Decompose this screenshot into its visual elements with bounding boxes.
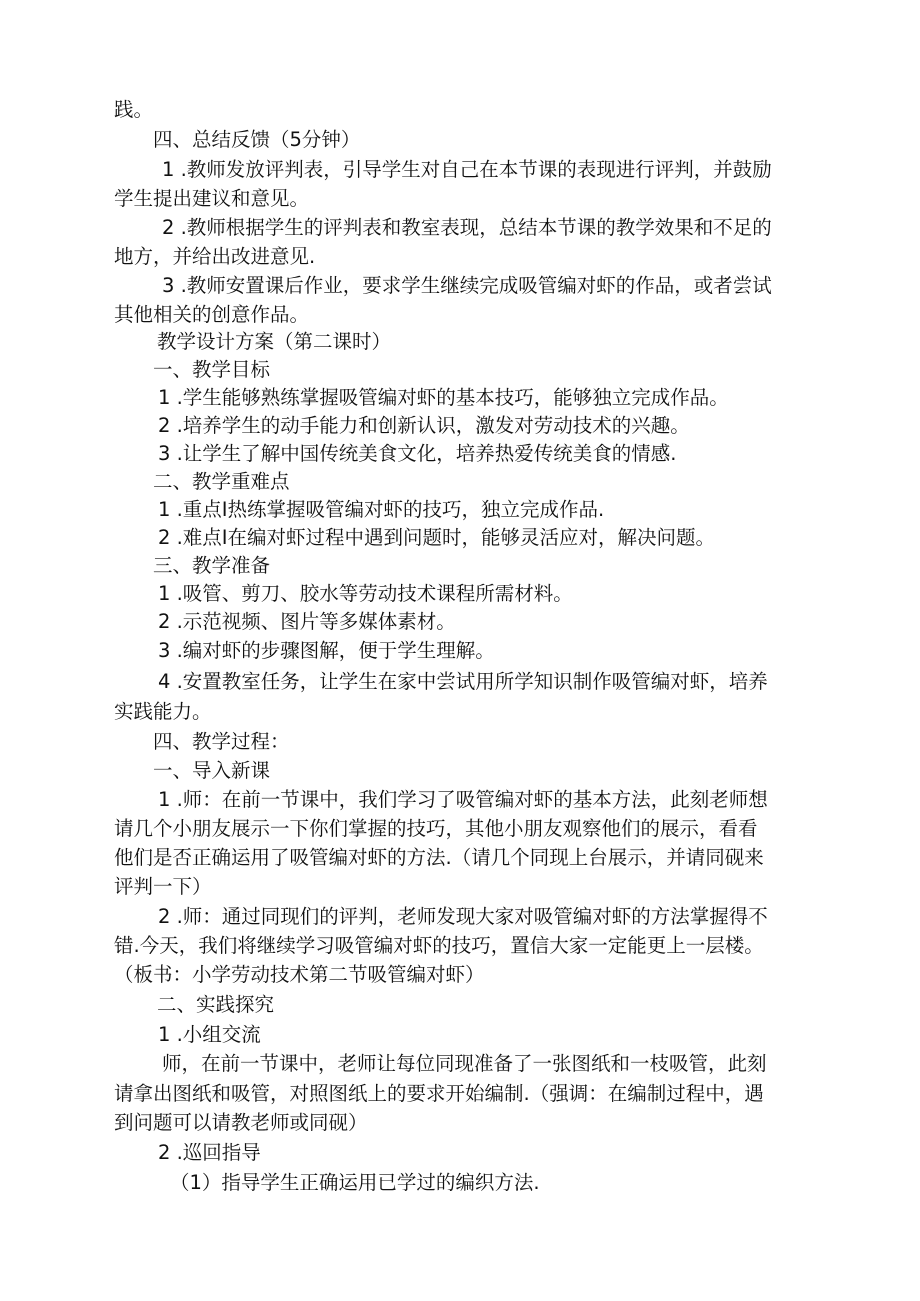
- text-line: 错.今天，我们将继续学习吸管编对虾的技巧，置信大家一定能更上一层楼。: [114, 934, 764, 957]
- section-heading: 四、总结反馈（5分钟）: [153, 128, 361, 151]
- text-line: 1 .教师发放评判表，引导学生对自己在本节课的表现进行评判，并鼓励: [162, 158, 772, 181]
- text-line: 2 .难点I在编对虾过程中遇到问题时，能够灵活应对，解决问题。: [158, 526, 716, 549]
- text-line: 3 .编对虾的步骤图解，便于学生理解。: [158, 639, 495, 662]
- section-heading: 三、教学准备: [153, 554, 271, 577]
- text-line: 1 .学生能够熟练掌握吸管编对虾的基本技巧，能够独立完成作品。: [158, 386, 729, 409]
- section-heading: 教学设计方案（第二课时）: [157, 330, 392, 353]
- section-heading: 一、教学目标: [153, 358, 271, 381]
- text-line: 践。: [114, 98, 154, 121]
- text-line: 评判一下）: [114, 875, 212, 898]
- text-line: 4 .安置教室任务，让学生在家中尝试用所学知识制作吸管编对虾，培养: [158, 670, 768, 693]
- text-line: 他们是否正确运用了吸管编对虾的方法.（请几个同现上台展示，并请同砚来: [114, 846, 764, 869]
- section-heading: 四、教学过程：: [153, 730, 290, 753]
- text-line: 3 .教师安置课后作业，要求学生继续完成吸管编对虾的作品，或者尝试: [162, 274, 772, 297]
- section-heading: 一、导入新课: [153, 759, 271, 782]
- text-line: 2 .师：通过同现们的评判，老师发现大家对吸管编对虾的方法掌握得不: [158, 905, 768, 928]
- text-line: （板书：小学劳动技术第二节吸管编对虾）: [114, 963, 485, 986]
- text-line: 其他相关的创意作品。: [114, 303, 310, 326]
- text-line: 1 .师：在前一节课中，我们学习了吸管编对虾的基本方法，此刻老师想: [158, 788, 768, 811]
- text-line: 请拿出图纸和吸管，对照图纸上的要求开始编制.（强调：在编制过程中，遇: [114, 1082, 764, 1105]
- text-line: 2 .教师根据学生的评判表和教室表现，总结本节课的教学效果和不足的: [162, 216, 772, 239]
- section-heading: 二、实践探究: [157, 993, 275, 1016]
- text-line: 请几个小朋友展示一下你们掌握的技巧，其他小朋友观察他们的展示，看看: [114, 817, 758, 840]
- section-heading: 二、教学重难点: [153, 470, 290, 493]
- text-line: 实践能力。: [114, 700, 212, 723]
- text-line: （1）指导学生正确运用已学过的编织方法.: [170, 1171, 540, 1194]
- text-line: 1 .重点I热练掌握吸管编对虾的技巧，独立完成作品.: [158, 498, 605, 521]
- text-line: 1 .小组交流: [158, 1023, 261, 1046]
- text-line: 学生提出建议和意见。: [114, 187, 310, 210]
- text-line: 3 .让学生了解中国传统美食文化，培养热爱传统美食的情感.: [158, 442, 677, 465]
- text-line: 2 .巡回指导: [158, 1141, 261, 1164]
- text-line: 2 .示范视频、图片等多媒体素材。: [158, 610, 456, 633]
- text-line: 地方，并给出改进意见.: [114, 245, 316, 268]
- text-line: 1 .吸管、剪刀、胶水等劳动技术课程所需材料。: [158, 582, 573, 605]
- text-line: 师，在前一节课中，老师让每位同现准备了一张图纸和一枝吸管，此刻: [162, 1052, 767, 1075]
- text-line: 到问题可以请教老师或同砚）: [114, 1111, 368, 1134]
- text-line: 2 .培养学生的动手能力和创新认识，激发对劳动技术的兴趣。: [158, 414, 690, 437]
